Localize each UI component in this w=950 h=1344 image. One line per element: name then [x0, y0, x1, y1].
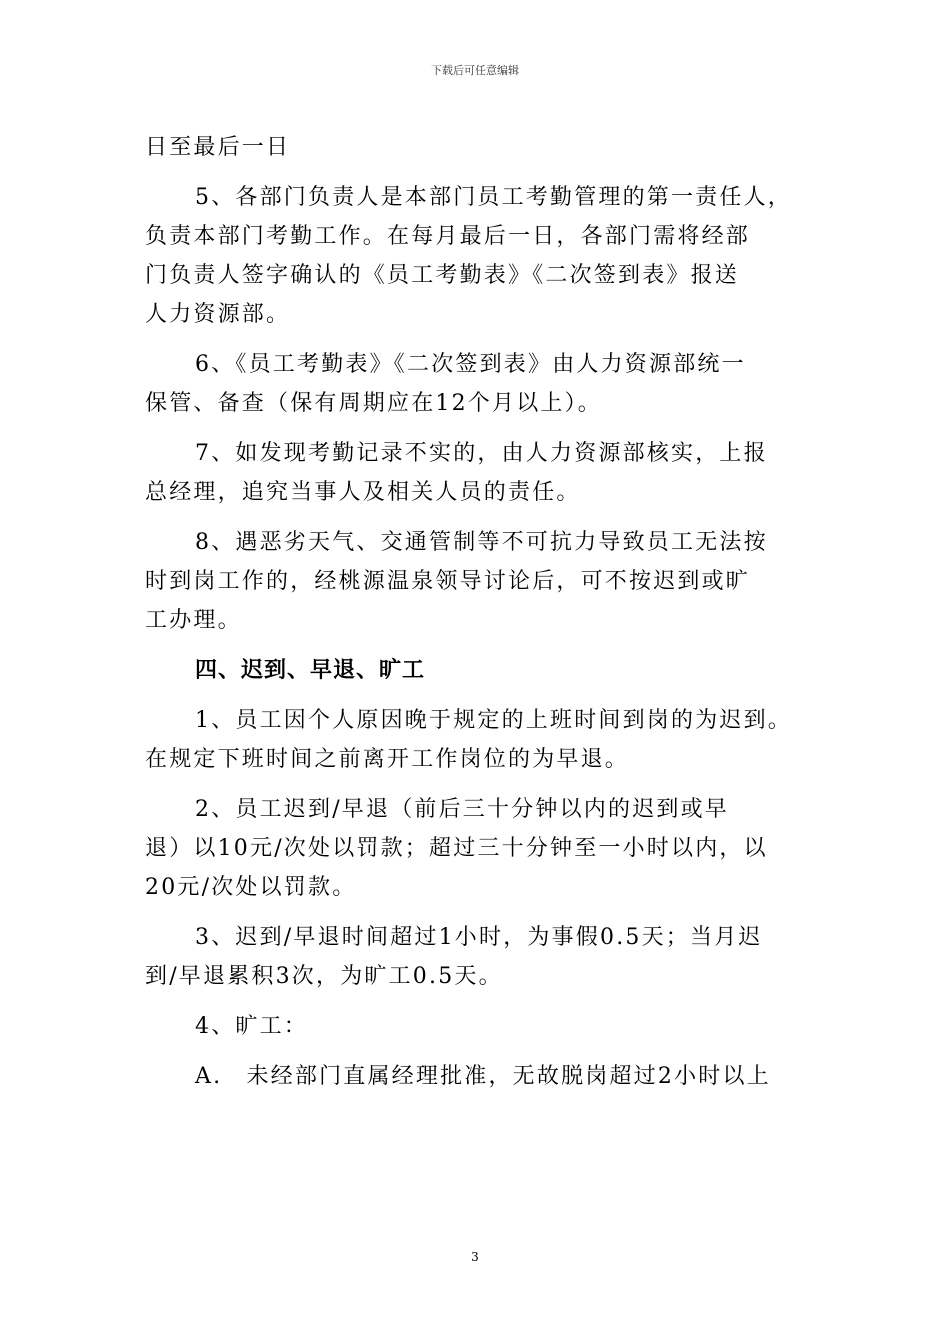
text-line: 4、旷工： [195, 1014, 308, 1039]
text-line: 保管、备查（保有周期应在12个月以上）。 [145, 391, 602, 416]
text-line: 工办理。 [145, 608, 242, 633]
page-header: 下载后可任意编辑 [431, 64, 519, 77]
text-line: 人力资源部。 [145, 302, 291, 327]
text-line: 日至最后一日 [145, 135, 291, 160]
text-line: 时到岗工作的，经桃源温泉领导讨论后，可不按迟到或旷 [145, 569, 751, 594]
text-line: 在规定下班时间之前离开工作岗位的为早退。 [145, 747, 630, 772]
text-line: 8、遇恶劣天气、交通管制等不可抗力导致员工无法按 [195, 530, 768, 555]
text-line: 到/早退累积3次，为旷工0.5天。 [145, 964, 503, 989]
text-line: 门负责人签字确认的《员工考勤表》《二次签到表》报送 [145, 263, 740, 288]
page-number: 3 [471, 1250, 479, 1264]
text-line: 2、员工迟到/早退（前后三十分钟以内的迟到或早 [195, 797, 730, 822]
text-line: 6、《员工考勤表》《二次签到表》由人力资源部统一 [195, 352, 746, 377]
text-line: 退）以10元/次处以罚款；超过三十分钟至一小时以内，以 [145, 836, 768, 861]
document-body [145, 128, 810, 1096]
text-line: 20元/次处以罚款。 [145, 875, 357, 900]
text-line: 5、各部门负责人是本部门员工考勤管理的第一责任人， [195, 185, 792, 210]
text-line: A. 未经部门直属经理批准，无故脱岗超过2小时以上 [195, 1064, 771, 1089]
text-line: 7、如发现考勤记录不实的，由人力资源部核实，上报 [195, 441, 768, 466]
text-line: 总经理，追究当事人及相关人员的责任。 [145, 480, 581, 505]
text-line: 负责本部门考勤工作。在每月最后一日，各部门需将经部 [145, 224, 751, 249]
section-heading: 四、迟到、早退、旷工 [195, 658, 426, 683]
text-line: 1、员工因个人原因晚于规定的上班时间到岗的为迟到。 [195, 708, 792, 733]
text-line: 3、迟到/早退时间超过1小时，为事假0.5天；当月迟 [195, 925, 763, 950]
